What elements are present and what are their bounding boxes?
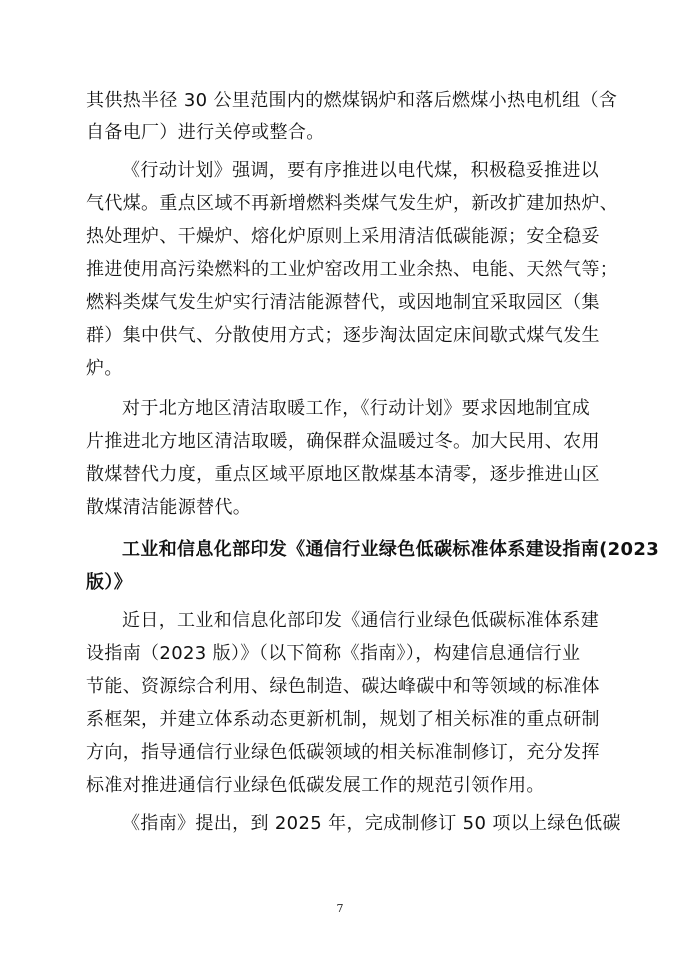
paragraph-first-line: 近日，工业和信息化部印发《通信行业绿色低碳标准体系建 — [122, 610, 600, 631]
text-line: 热处理炉、干燥炉、熔化炉原则上采用清洁低碳能源；安全稳妥 — [86, 226, 600, 247]
paragraph-first-line: 《指南》提出，到 2025 年，完成制修订 50 项以上绿色低碳 — [122, 813, 621, 834]
text-line: 节能、资源综合利用、绿色制造、碳达峰碳中和等领域的标准体 — [86, 676, 600, 697]
text-line: 群）集中供气、分散使用方式；逐步淘汰固定床间歇式煤气发生 — [86, 325, 600, 346]
page-number: 7 — [336, 902, 344, 915]
text-line: 散煤替代力度，重点区域平原地区散煤基本清零，逐步推进山区 — [86, 464, 600, 485]
text-line: 设指南（2023 版）》（以下简称《指南》），构建信息通信行业 — [86, 643, 581, 664]
text-line: 自备电厂）进行关停或整合。 — [86, 122, 325, 143]
text-line: 炉。 — [86, 358, 123, 379]
section-heading: 工业和信息化部印发《通信行业绿色低碳标准体系建设指南(2023 — [122, 539, 660, 560]
paragraph-first-line: 《行动计划》强调，要有序推进以电代煤，积极稳妥推进以 — [122, 160, 600, 181]
text-line: 方向，指导通信行业绿色低碳领域的相关标准制修订，充分发挥 — [86, 742, 600, 763]
text-line: 系框架，并建立体系动态更新机制，规划了相关标准的重点研制 — [86, 709, 600, 730]
text-line: 燃料类煤气发生炉实行清洁能源替代，或因地制宜采取园区（集 — [86, 292, 600, 313]
text-line: 推进使用高污染燃料的工业炉窑改用工业余热、电能、天然气等； — [86, 259, 619, 280]
section-heading-continuation: 版）》 — [86, 572, 133, 593]
text-line: 散煤清洁能源替代。 — [86, 497, 252, 518]
text-line: 片推进北方地区清洁取暖，确保群众温暖过冬。加大民用、农用 — [86, 431, 600, 452]
paragraph-first-line: 对于北方地区清洁取暖工作，《行动计划》要求因地制宜成 — [122, 398, 591, 419]
text-line: 气代煤。重点区域不再新增燃料类煤气发生炉，新改扩建加热炉、 — [86, 193, 619, 214]
text-line: 其供热半径 30 公里范围内的燃煤锅炉和落后燃煤小热电机组（含 — [86, 90, 618, 111]
text-line: 标准对推进通信行业绿色低碳发展工作的规范引领作用。 — [86, 775, 545, 796]
